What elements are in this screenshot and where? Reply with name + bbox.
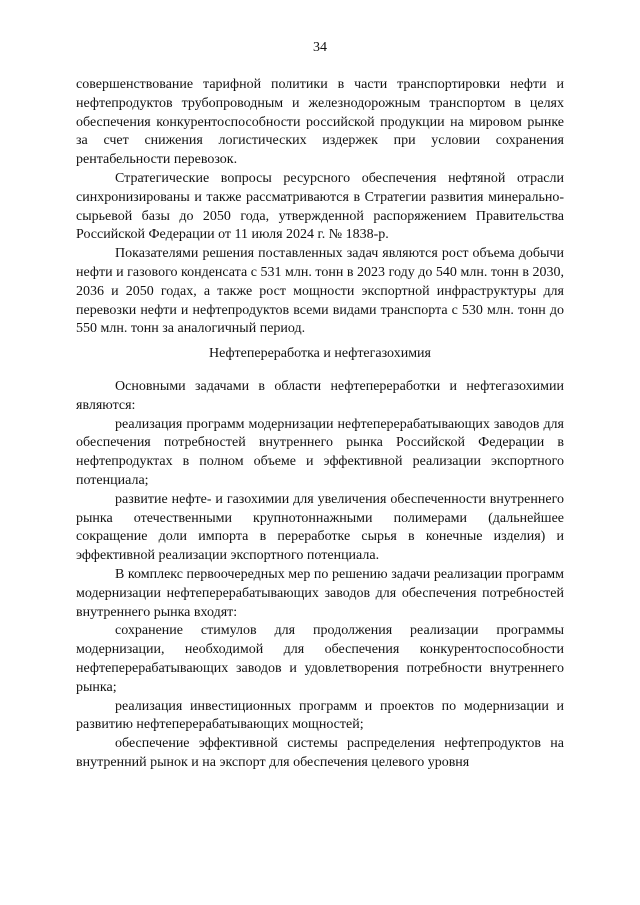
list-item: обеспечение эффективной системы распределения нефтепродуктов на внутренний рынок и на экспорт для обеспечения целевого уровня [76,736,564,770]
paragraph: Основными задачами в области нефтепереработки и нефтегазохимии являются: [76,378,564,413]
paragraph: В комплекс первоочередных мер по решению задачи реализации программ модернизации нефтеперерабатывающих заводов для обеспечения потребностей внутреннего рынка входят: [76,566,564,620]
list-item: реализация инвестиционных программ и проектов по модернизации и развитию нефтеперерабатывающих мощностей; [76,698,564,733]
list-item: реализация программ модернизации нефтеперерабатывающих заводов для обеспечения потребностей внутреннего рынка Российской Федерации в нефтепродуктах в полном объеме и эффективной реализации экспортного потенциала; [76,416,564,488]
page-content [76,76,564,773]
paragraph: Показателями решения поставленных задач являются рост объема добычи нефти и газового конденсата с 531 млн. тонн в 2023 году до 540 млн. тонн в 2030, 2036 и 2050 годах, а также рост мощности экспортной инфраструктуры для перевозки нефти и нефтепродуктов всеми видами транспорта с 530 млн. тонн до 550 млн. тонн за аналогичный период. [76,246,564,337]
paragraph: совершенствование тарифной политики в части транспортировки нефти и нефтепродуктов трубопроводным и железнодорожным транспортом в целях обеспечения конкурентоспособности российской продукции на мировом рынке за счет снижения логистических издержек при условии сохранения рентабельности перевозок. [76,77,564,168]
section-heading: Нефтепереработка и нефтегазохимия [208,346,431,362]
page-number: 34 [313,40,327,55]
list-item: сохранение стимулов для продолжения реализации программы модернизации, необходимой для обеспечения конкурентоспособности нефтеперерабатывающих заводов и удовлетворения потребности внутреннего рынка; [76,623,564,695]
paragraph: Стратегические вопросы ресурсного обеспечения нефтяной отрасли синхронизированы и также рассматриваются в Стратегии развития минерально-сырьевой базы до 2050 года, утвержденной распоряжением Правительства Российской Федерации от 11 июля 2024 г. № 1838-р. [76,170,564,243]
list-item: развитие нефте- и газохимии для увеличения обеспеченности внутреннего рынка отечественными крупнотоннажными полимерами (дальнейшее сокращение доли импорта в переработке сырья в конечные изделия) и эффективной реализации экспортного потенциала. [76,491,564,564]
